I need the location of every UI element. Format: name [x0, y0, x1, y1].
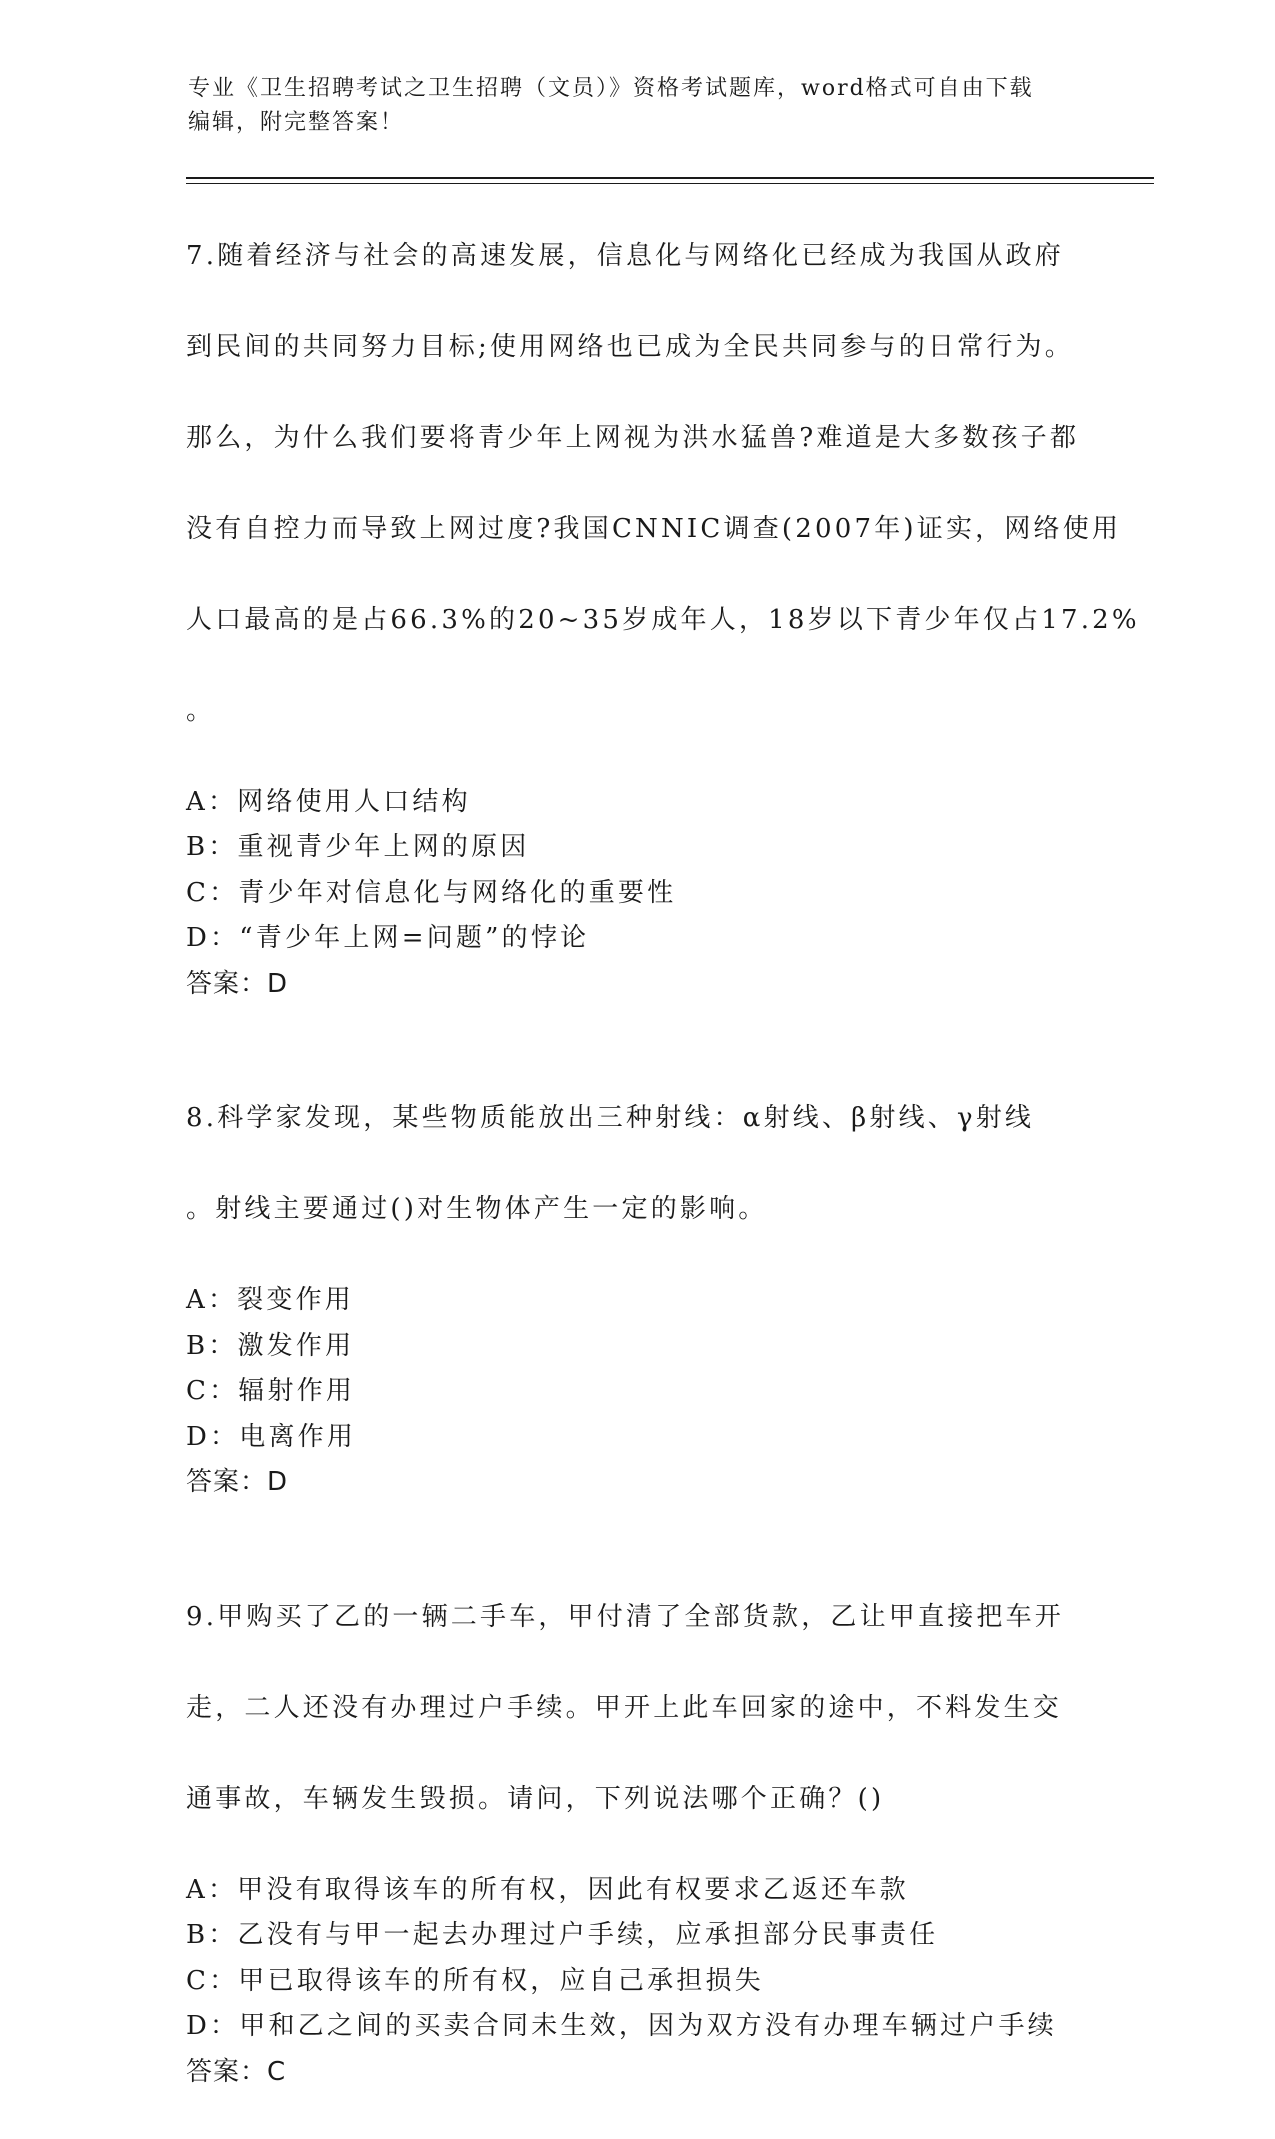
option-a: A：裂变作用 [186, 1285, 354, 1315]
stem-line: 没有自控力而导致上网过度?我国CNNIC调查(2007年)证实，网络使用 [186, 513, 1122, 544]
question-stem [186, 1051, 1086, 1279]
question-list [186, 188, 1140, 2139]
stem-line: 。 [186, 695, 216, 726]
stem-line: 。射线主要通过()对生物体产生一定的影响。 [186, 1194, 768, 1224]
stem-line: 那么，为什么我们要将青少年上网视为洪水猛兽?难道是大多数孩子都 [186, 422, 1080, 453]
question-8 [186, 1051, 1086, 1506]
option-c: C：甲已取得该车的所有权，应自己承担损失 [186, 1965, 764, 1996]
option-b: B：激发作用 [186, 1330, 355, 1361]
option-a: A：网络使用人口结构 [186, 786, 471, 817]
question-stem [186, 1549, 1086, 1868]
option-b: B：重视青少年上网的原因 [186, 832, 530, 862]
header-line-1: 专业《卫生招聘考试之卫生招聘（文员）》资格考试题库，word格式可自由下载 [188, 76, 1034, 101]
stem-line: 人口最高的是占66.3%的20~35岁成年人，18岁以下青少年仅占17.2% [186, 604, 1140, 635]
option-d: D：“青少年上网=问题”的悖论 [186, 923, 590, 953]
option-d: D：电离作用 [186, 1421, 357, 1452]
stem-line: 到民间的共同努力目标;使用网络也已成为全民共同参与的日常行为。 [186, 331, 1074, 362]
question-9 [186, 1549, 1086, 2095]
option-c: C：辐射作用 [186, 1376, 356, 1406]
answer-label: 答案：D [186, 1467, 289, 1497]
option-a: A：甲没有取得该车的所有权，因此有权要求乙返还车款 [186, 1874, 909, 1905]
question-stem [186, 188, 1140, 780]
question-7 [186, 188, 1140, 1007]
header-rule-thin [186, 183, 1154, 184]
document-header [188, 72, 1088, 140]
option-c: C：青少年对信息化与网络化的重要性 [186, 877, 677, 908]
header-line-2: 编辑，附完整答案！ [188, 110, 405, 135]
header-rule-thick [186, 177, 1154, 179]
stem-line: 7.随着经济与社会的高速发展，信息化与网络化已经成为我国从政府 [186, 240, 1065, 271]
option-d: D：甲和乙之间的买卖合同未生效，因为双方没有办理车辆过户手续 [186, 2011, 1057, 2041]
answer-label: 答案：D [186, 968, 289, 999]
answer-label: 答案：C [186, 2056, 287, 2087]
option-b: B：乙没有与甲一起去办理过户手续，应承担部分民事责任 [186, 1920, 939, 1950]
stem-line: 8.科学家发现，某些物质能放出三种射线：α射线、β射线、γ射线 [186, 1103, 1035, 1133]
stem-line: 9.甲购买了乙的一辆二手车，甲付清了全部货款，乙让甲直接把车开 [186, 1601, 1065, 1632]
stem-line: 通事故，车辆发生毁损。请问，下列说法哪个正确？() [186, 1783, 885, 1814]
stem-line: 走，二人还没有办理过户手续。甲开上此车回家的途中，不料发生交 [186, 1692, 1063, 1723]
